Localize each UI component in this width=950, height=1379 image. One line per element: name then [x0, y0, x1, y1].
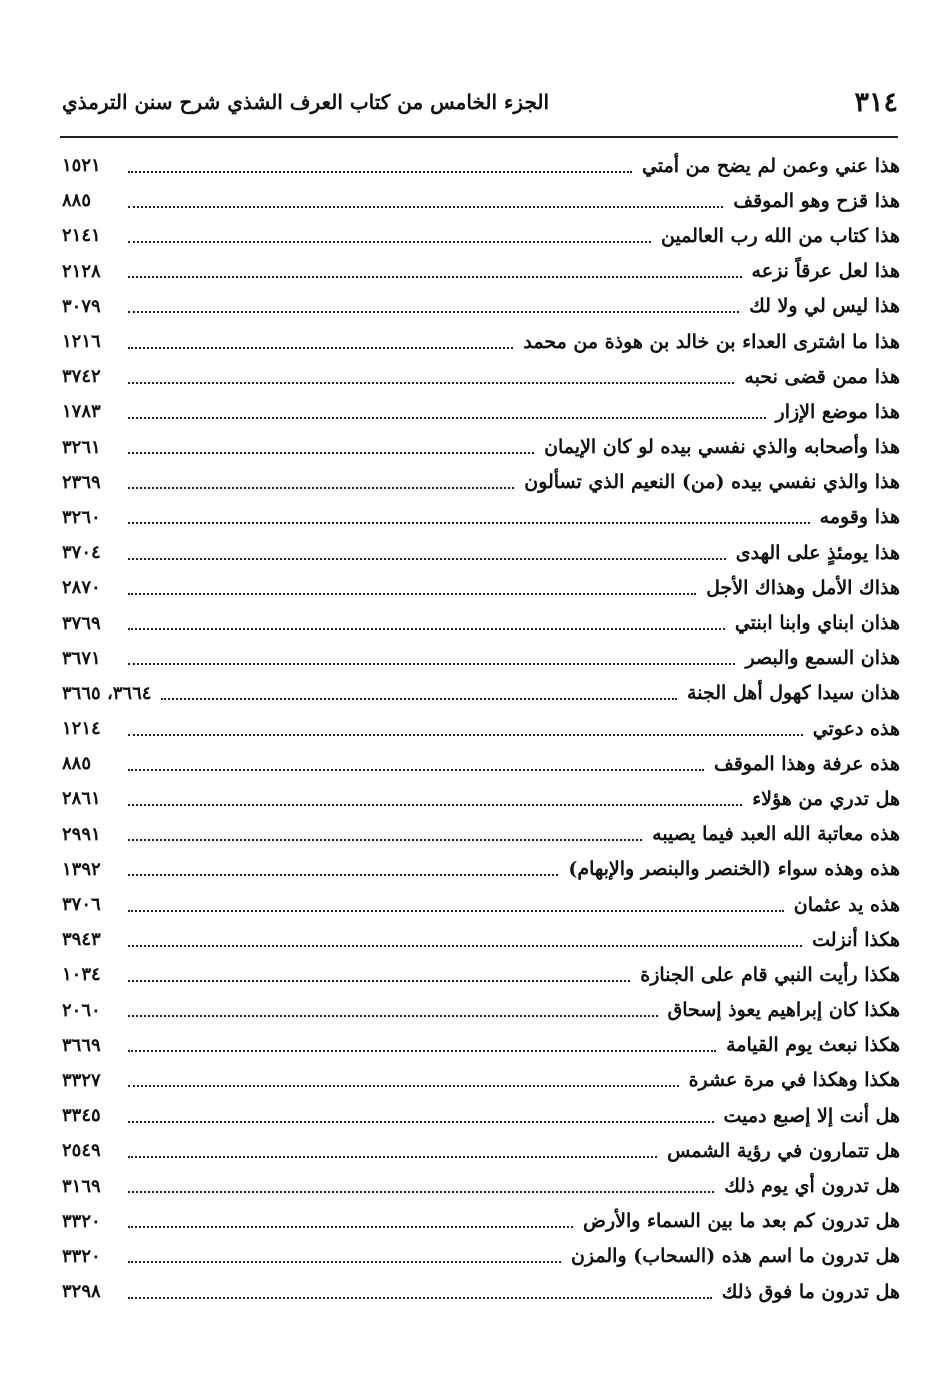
- index-entry: [62, 1133, 900, 1168]
- index-entry: [62, 676, 900, 711]
- entry-text: هذا قزح وهو الموقف: [733, 189, 900, 212]
- entry-reference-number: ١٠٣٤: [62, 964, 101, 986]
- entry-text: هذا وأصحابه والذي نفسي بيده لو كان الإيمان: [544, 436, 900, 459]
- entry-text: هل تدرون كم بعد ما بين السماء والأرض: [582, 1210, 900, 1233]
- index-entry: [62, 359, 900, 394]
- dot-leader: [128, 206, 723, 208]
- entry-reference-number: ٣٦٦٤، ٣٦٦٥: [62, 682, 152, 704]
- index-entry: [62, 183, 900, 218]
- index-entry: [62, 993, 900, 1028]
- entry-reference-number: ٨٨٥: [62, 753, 92, 775]
- entry-text: هل أنت إلا إصبع دميت: [723, 1104, 900, 1127]
- entry-text: هكذا أنزلت: [812, 928, 900, 951]
- dot-leader: [128, 874, 558, 876]
- dot-leader: [128, 382, 734, 384]
- dot-leader: [128, 1015, 658, 1017]
- index-entry: [62, 641, 900, 676]
- entry-text: هذا يومئذٍ على الهدى: [735, 541, 900, 564]
- index-entry: [62, 465, 900, 500]
- entry-text: هكذا وهكذا في مرة عشرة: [688, 1069, 900, 1092]
- index-entry: [62, 289, 900, 324]
- dot-leader: [128, 1226, 573, 1228]
- entry-text: هذا كتاب من الله رب العالمين: [660, 224, 900, 247]
- index-entry: [62, 1204, 900, 1239]
- entry-text: هل تدرون ما فوق ذلك: [721, 1280, 900, 1303]
- dot-leader: [128, 452, 534, 454]
- entry-reference-number: ٣٧٦٩: [62, 612, 101, 634]
- entry-text: هذا لعل عرقاً نزعه: [751, 260, 900, 283]
- entry-reference-number: ٣٣٢٠: [62, 1210, 101, 1232]
- entry-text: هل تدرون ما اسم هذه (السحاب) والمزن: [570, 1245, 900, 1268]
- index-entry: [62, 1239, 900, 1274]
- dot-leader: [128, 980, 630, 982]
- entry-reference-number: ٢١٤١: [62, 225, 101, 247]
- dot-leader: [128, 276, 742, 278]
- dot-leader: [128, 1191, 714, 1193]
- entry-text: هذه دعوتي: [812, 717, 900, 740]
- entry-reference-number: ٣٠٧٩: [62, 295, 101, 317]
- dot-leader: [128, 734, 803, 736]
- entry-reference-number: ٢٣٦٩: [62, 471, 101, 493]
- entry-text: هذا ممن قضى نحبه: [744, 365, 900, 388]
- index-entry: [62, 957, 900, 992]
- index-entry: [62, 711, 900, 746]
- running-title: الجزء الخامس من كتاب العرف الشذي شرح سنن الترمذي: [62, 90, 550, 114]
- index-entry: [62, 605, 900, 640]
- dot-leader: [128, 910, 784, 912]
- entry-reference-number: ٣٢٩٨: [62, 1281, 101, 1303]
- entry-reference-number: ٣٦٦٩: [62, 1034, 101, 1056]
- dot-leader: [128, 839, 642, 841]
- dot-leader: [128, 769, 704, 771]
- index-list: [62, 148, 900, 1309]
- index-entry: [62, 430, 900, 465]
- header-rule: [60, 136, 898, 138]
- dot-leader: [128, 804, 742, 806]
- index-entry: [62, 500, 900, 535]
- index-entry: [62, 922, 900, 957]
- entry-text: هذان سيدا كهول أهل الجنة: [687, 682, 900, 705]
- entry-text: هذه وهذه سواء (الخنصر والبنصر والإبهام): [568, 858, 900, 881]
- index-entry: [62, 746, 900, 781]
- entry-reference-number: ٣٩٤٣: [62, 929, 101, 951]
- entry-reference-number: ٣٧٠٤: [62, 542, 101, 564]
- index-entry: [62, 1098, 900, 1133]
- entry-text: هذان السمع والبصر: [745, 647, 900, 670]
- page-number: ٣١٤: [854, 86, 898, 118]
- entry-text: هكذا نبعث يوم القيامة: [726, 1034, 900, 1057]
- index-entry: [62, 817, 900, 852]
- index-entry: [62, 324, 900, 359]
- entry-text: هذا موضع الإزار: [775, 400, 900, 423]
- entry-text: هذا عني وعمن لم يضح من أمتي: [642, 154, 900, 177]
- dot-leader: [128, 663, 735, 665]
- entry-text: هل تدرون أي يوم ذلك: [724, 1175, 900, 1198]
- entry-reference-number: ٣٣٤٥: [62, 1105, 101, 1127]
- entry-text: هذا ما اشترى العداء بن خالد بن هوذة من محمد: [523, 330, 900, 353]
- index-entry: [62, 535, 900, 570]
- dot-leader: [128, 241, 651, 243]
- index-entry: [62, 781, 900, 816]
- dot-leader: [128, 522, 810, 524]
- entry-text: هذه معاتبة الله العبد فيما يصيبه: [652, 823, 900, 846]
- entry-text: هل تتمارون في رؤية الشمس: [667, 1139, 900, 1162]
- entry-reference-number: ١٥٢١: [62, 155, 101, 177]
- page-header: [62, 80, 898, 124]
- entry-text: هكذا رأيت النبي قام على الجنازة: [640, 963, 900, 986]
- dot-leader: [128, 417, 766, 419]
- dot-leader: [128, 1297, 712, 1299]
- dot-leader: [128, 171, 632, 173]
- dot-leader: [128, 945, 802, 947]
- index-entry: [62, 852, 900, 887]
- index-entry: [62, 254, 900, 289]
- dot-leader: [128, 311, 739, 313]
- dot-leader: [128, 558, 726, 560]
- entry-reference-number: ٣١٦٩: [62, 1175, 101, 1197]
- index-entry: [62, 570, 900, 605]
- index-entry: [62, 394, 900, 429]
- index-entry: [62, 887, 900, 922]
- entry-reference-number: ١٢١٤: [62, 718, 101, 740]
- entry-text: هذاك الأمل وهذاك الأجل: [706, 576, 900, 599]
- dot-leader: [128, 487, 514, 489]
- entry-reference-number: ٢٠٦٠: [62, 999, 101, 1021]
- dot-leader: [128, 628, 725, 630]
- entry-reference-number: ٢٨٧٠: [62, 577, 101, 599]
- dot-leader: [128, 1050, 716, 1052]
- entry-text: هكذا كان إبراهيم يعوذ إسحاق: [667, 999, 900, 1022]
- entry-reference-number: ٢٥٤٩: [62, 1140, 101, 1162]
- entry-reference-number: ٢٩٩١: [62, 823, 101, 845]
- dot-leader: [161, 698, 677, 700]
- index-entry: [62, 1274, 900, 1309]
- dot-leader: [128, 1156, 657, 1158]
- dot-leader: [128, 1085, 679, 1087]
- dot-leader: [128, 347, 513, 349]
- entry-reference-number: ٢١٢٨: [62, 260, 101, 282]
- entry-reference-number: ٣٧٠٦: [62, 894, 101, 916]
- entry-reference-number: ٢٨٦١: [62, 788, 101, 810]
- entry-reference-number: ٣٣٢٧: [62, 1069, 101, 1091]
- entry-reference-number: ٣٧٤٢: [62, 366, 101, 388]
- dot-leader: [128, 1121, 714, 1123]
- index-entry: [62, 148, 900, 183]
- index-entry: [62, 1028, 900, 1063]
- entry-reference-number: ٨٨٥: [62, 190, 92, 212]
- entry-text: هذا والذي نفسي بيده (من) النعيم الذي تسألون: [524, 471, 900, 494]
- entry-text: هذان ابناي وابنا ابنتي: [734, 612, 900, 635]
- entry-reference-number: ٣٢٦١: [62, 436, 101, 458]
- entry-text: هل تدري من هؤلاء: [752, 787, 900, 810]
- entry-reference-number: ١٣٩٢: [62, 858, 101, 880]
- index-entry: [62, 1168, 900, 1203]
- entry-reference-number: ٣٢٦٠: [62, 506, 101, 528]
- entry-text: هذه عرفة وهذا الموقف: [714, 752, 900, 775]
- entry-text: هذا وقومه: [819, 506, 900, 529]
- entry-text: هذه يد عثمان: [793, 893, 900, 916]
- dot-leader: [128, 593, 696, 595]
- index-entry: [62, 218, 900, 253]
- entry-reference-number: ١٧٨٣: [62, 401, 101, 423]
- dot-leader: [128, 1261, 561, 1263]
- entry-reference-number: ١٢١٦: [62, 331, 101, 353]
- entry-reference-number: ٣٦٧١: [62, 647, 101, 669]
- entry-reference-number: ٣٣٢٠: [62, 1245, 101, 1267]
- entry-text: هذا ليس لي ولا لك: [749, 295, 900, 318]
- index-entry: [62, 1063, 900, 1098]
